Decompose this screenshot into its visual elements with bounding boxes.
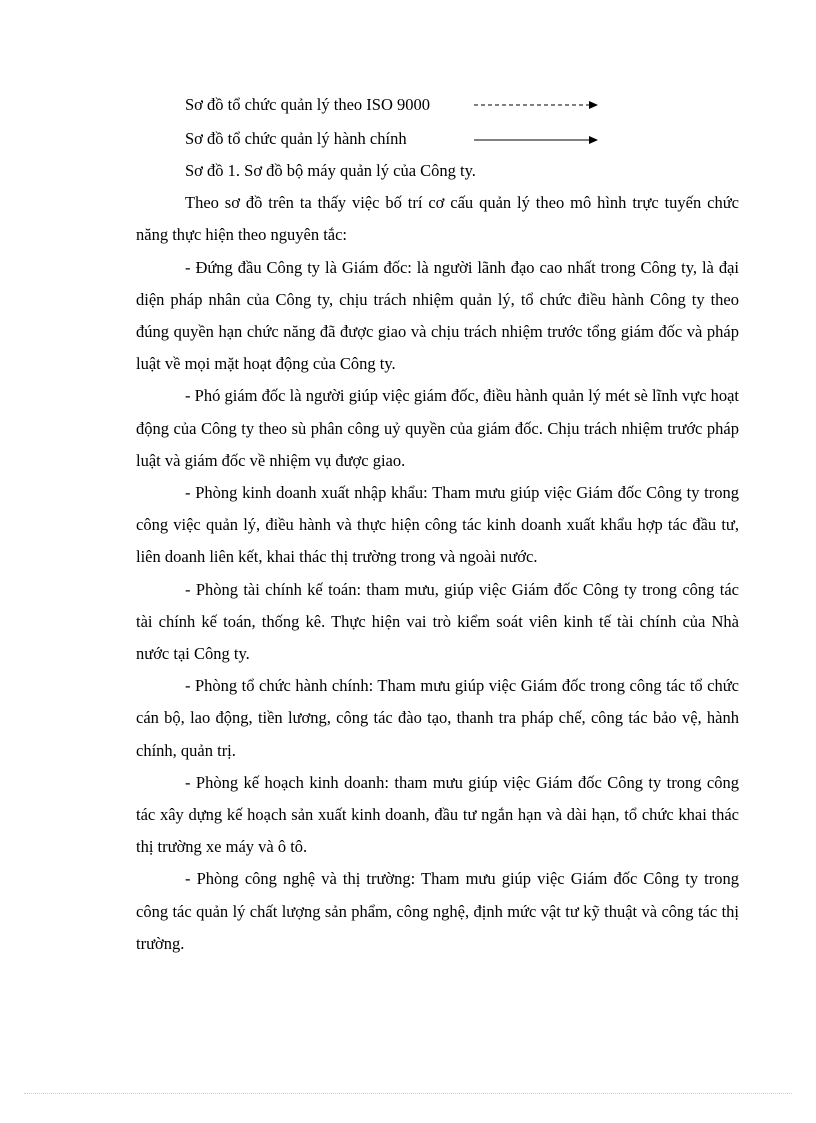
paragraph-intro: Theo sơ đồ trên ta thấy việc bố trí cơ cấu quản lý theo mô hình trực tuyến chức năng thực hiện theo nguyên tắc: — [136, 193, 739, 245]
diagram-caption: Sơ đồ 1. Sơ đồ bộ máy quản lý của Công ty. — [185, 161, 476, 180]
paragraph-admin-dept: - Phòng tổ chức hành chính: Tham mưu giúp việc Giám đốc trong công tác tổ chức cán bộ, lao động, tiền lương, công tác đào tạo, thanh tra pháp chế, công tác bảo vệ, hành chính, quản trị. — [136, 676, 739, 760]
solid-arrow-icon — [474, 134, 599, 146]
paragraph-finance-dept: - Phòng tài chính kế toán: tham mưu, giúp việc Giám đốc Công ty trong công tác tài chính kế toán, thống kê. Thực hiện vai trò kiểm soát viên kinh tế tài chính của Nhà nước tại Công ty. — [136, 579, 739, 664]
paragraph-planning-dept: - Phòng kế hoạch kinh doanh: tham mưu giúp việc Giám đốc Công ty trong công tác xây dựng kế hoạch sản xuất kinh doanh, đầu tư ngắn hạn và dài hạn, tổ chức khai thác thị trường xe máy và ô tô. — [136, 772, 739, 857]
legend-admin-label: Sơ đồ tổ chức quản lý hành chính — [185, 129, 407, 148]
dashed-arrow-icon — [474, 99, 599, 111]
document-body — [136, 155, 739, 960]
paragraph-director: - Đứng đầu Công ty là Giám đốc: là người lãnh đạo cao nhất trong Công ty, là đại diện pháp nhân của Công ty, chịu trách nhiệm quản lý, tổ chức điều hành Công ty theo đúng quyền hạn chức năng đã được giao và chịu trách nhiệm trước tổng giám đốc và pháp luật về mọi mặt hoạt động của Công ty. — [136, 257, 739, 374]
paragraph-import-export-dept: - Phòng kinh doanh xuất nhập khẩu: Tham mưu giúp việc Giám đốc Công ty trong công việc quản lý, điều hành và thực hiện công tác kinh doanh xuất khẩu hợp tác đầu tư, liên doanh liên kết, khai thác thị trường trong và ngoài nước. — [136, 483, 739, 567]
legend-iso-label: Sơ đồ tổ chức quản lý theo ISO 9000 — [185, 95, 430, 114]
page-bottom-divider — [24, 1093, 792, 1094]
paragraph-technology-dept: - Phòng công nghệ và thị trường: Tham mưu giúp việc Giám đốc Công ty trong công tác quản lý chất lượng sản phẩm, công nghệ, định mức vật tư kỹ thuật và công tác thị trường. — [136, 869, 739, 953]
paragraph-deputy-director: - Phó giám đốc là người giúp việc giám đốc, điều hành quản lý mét sè lĩnh vực hoạt động của Công ty theo sù phân công uỷ quyền của giám đốc. Chịu trách nhiệm trước pháp luật và giám đốc về nhiệm vụ được giao. — [136, 386, 739, 470]
